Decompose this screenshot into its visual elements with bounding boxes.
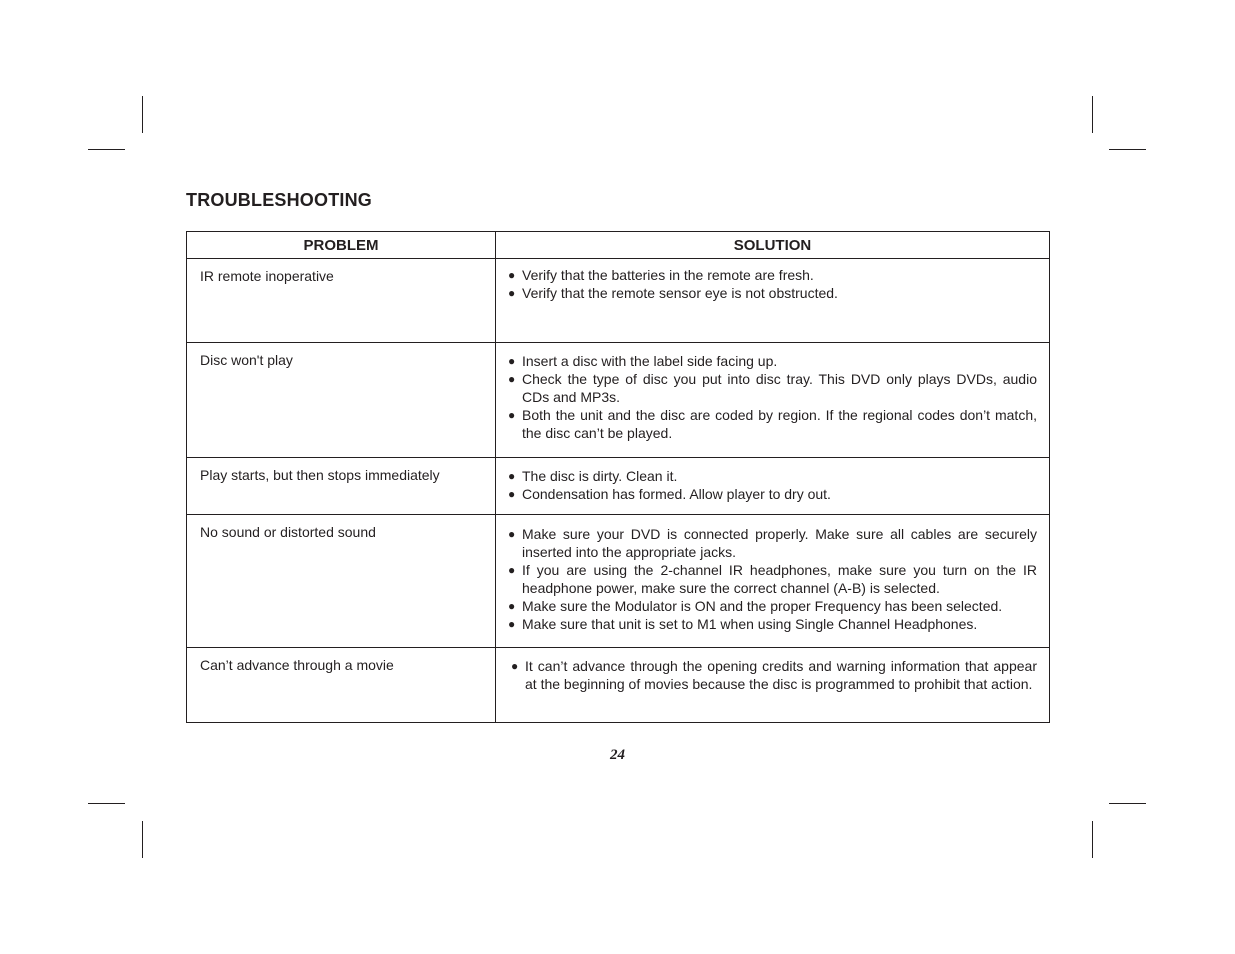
solution-list [508,266,1037,302]
table-row [187,343,1050,458]
solution-list [511,657,1037,693]
problem-cell: Disc won't play [187,343,496,458]
bullet-icon: ● [508,354,516,368]
bullet-icon: ● [508,286,516,300]
solution-cell [496,343,1050,458]
crop-mark-bottom-right-horizontal [1109,803,1146,804]
page-number: 24 [610,747,625,763]
bullet-icon: ● [508,599,516,613]
problem-cell: No sound or distorted sound [187,515,496,648]
crop-mark-bottom-left-horizontal [88,803,125,804]
bullet-icon: ● [511,659,519,673]
solution-cell [496,458,1050,515]
solution-item: ● Insert a disc with the label side facing up. [508,353,778,369]
solution-cell [496,515,1050,648]
bullet-icon: ● [508,372,516,386]
problem-column-header: PROBLEM [187,232,496,259]
solution-item: ● The disc is dirty. Clean it. [508,468,678,484]
solution-item: ● Check the type of disc you put into disc tray. This DVD only plays DVDs, audio CDs and MP3s. [508,371,1037,405]
solution-item: ● Condensation has formed. Allow player to dry out. [508,486,831,502]
bullet-icon: ● [508,469,516,483]
table-row [187,259,1050,343]
solution-item: ● Make sure the Modulator is ON and the proper Frequency has been selected. [508,598,1003,614]
problem-cell: Can’t advance through a movie [187,648,496,723]
crop-mark-top-left-horizontal [88,149,125,150]
solution-list [508,467,1037,503]
solution-item: ● Both the unit and the disc are coded by region. If the regional codes don’t match, the disc can’t be played. [508,407,1037,441]
bullet-icon: ● [508,563,516,577]
problem-cell: IR remote inoperative [187,259,496,343]
crop-mark-bottom-right-vertical [1092,821,1093,858]
bullet-icon: ● [508,527,516,541]
page-title: TROUBLESHOOTING [186,190,372,210]
table-header-row [187,232,1050,259]
solution-cell [496,259,1050,343]
solution-cell [496,648,1050,723]
solution-item: ● If you are using the 2-channel IR headphones, make sure you turn on the IR headphone power, make sure the correct channel (A-B) is selected. [508,562,1037,596]
problem-cell: Play starts, but then stops immediately [187,458,496,515]
crop-mark-top-right-horizontal [1109,149,1146,150]
crop-mark-top-left-vertical [142,96,143,133]
bullet-icon: ● [508,408,516,422]
solution-item: ● Verify that the batteries in the remote are fresh. [508,267,814,283]
bullet-icon: ● [508,617,516,631]
solution-list [508,352,1037,442]
bullet-icon: ● [508,268,516,282]
solution-list [508,525,1037,633]
table-row [187,515,1050,648]
table-row [187,648,1050,723]
solution-item: ● Make sure your DVD is connected properly. Make sure all cables are securely inserted into the appropriate jacks. [508,526,1037,560]
crop-mark-top-right-vertical [1092,96,1093,133]
troubleshooting-table [186,231,1050,723]
bullet-icon: ● [508,487,516,501]
solution-item: ● It can’t advance through the opening credits and warning information that appear at the beginning of movies because the disc is programmed to prohibit that action. [511,658,1037,692]
table-row [187,458,1050,515]
solution-item: ● Make sure that unit is set to M1 when using Single Channel Headphones. [508,616,978,632]
solution-column-header: SOLUTION [496,232,1050,259]
solution-item: ● Verify that the remote sensor eye is not obstructed. [508,285,838,301]
crop-mark-bottom-left-vertical [142,821,143,858]
